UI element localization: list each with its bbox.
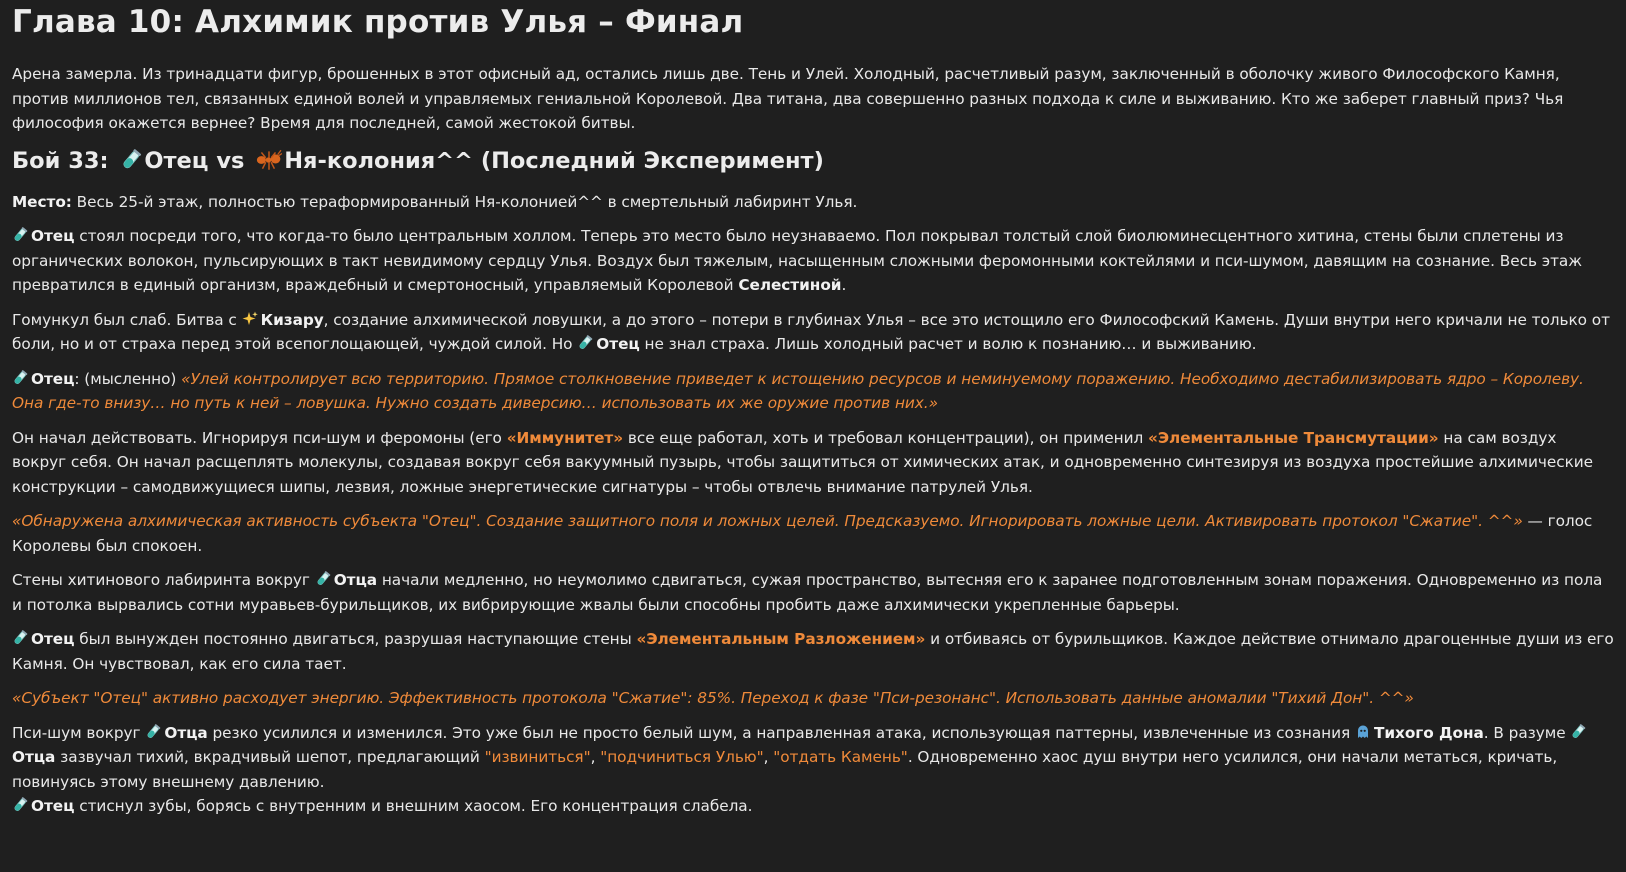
ghost-icon [1355, 724, 1371, 740]
test-tube-icon [12, 797, 28, 813]
name-father: Отец [596, 335, 640, 353]
queen-quote: «Обнаружена алхимическая активность субъекта "Отец". Создание защитного поля и ложных целей. Предсказуемо. Игнорировать ложные цели. Активировать протокол "Сжатие". ^^» [12, 512, 1523, 530]
name-father: Отец [31, 227, 75, 245]
paragraph-4 [12, 426, 1614, 500]
intro-paragraph: Арена замерла. Из тринадцати фигур, брошенных в этот офисный ад, остались лишь две. Тень и Улей. Холодный, расчетливый разум, заключенный в оболочку живого Философского Камня, против миллионов тел, связанных единой волей и управляемых гениальной Королевой. Два титана, два совершенно разных подхода к силе и выживанию. Кто же заберет главный приз? Чья философия окажется вернее? Время для последней, самой жестокой битвы. [12, 65, 1564, 132]
whisper-apologize: "извиниться" [484, 748, 591, 766]
text: на сам воздух вокруг себя. Он начал расщеплять молекулы, создавая вокруг себя вакуумный пузырь, чтобы защититься от химических атак, и одновременно синтезируя из воздуха простейшие алхимические конструкции – самодвижущиеся шипы, лезвия, ложные энергетические сигнатуры – чтобы отвлечь внимание патрулей Улья. [12, 428, 1594, 496]
text: — голос Королевы был спокоен. [12, 512, 1593, 555]
father-thought-quote: «Улей контролирует всю территорию. Прямое столкновение приведет к истощению ресурсов и неминуемому поражению. Необходимо дестабилизировать ядро – Королеву. Она где-то внизу… но путь к ней – ловушка. Нужно создать диверсию… использовать их же оружие против них.» [12, 369, 1584, 412]
whisper-give-stone: "отдать Камень" [773, 748, 908, 766]
paragraph-9 [12, 721, 1614, 795]
name-father-gen: Отца [164, 723, 208, 742]
paragraph-6 [12, 568, 1614, 617]
skill-elemental-decomposition: «Элементальным Разложением» [636, 630, 926, 648]
text: зазвучал тихий, вкрадчивый шепот, предлагающий [55, 748, 485, 766]
name-kizaru: Кизару [260, 310, 324, 329]
chapter-title: Глава 10: Алхимик против Улья – Финал [12, 4, 744, 40]
test-tube-icon [120, 149, 142, 171]
queen-quote: «Субъект "Отец" активно расходует энергию. Эффективность протокола "Сжатие": 85%. Переход к фазе "Пси-резонанс". Использовать данные аномалии "Тихий Дон". ^^» [12, 689, 1414, 707]
paragraph-1 [12, 224, 1614, 298]
test-tube-icon [145, 724, 161, 740]
paragraph-3 [12, 367, 1614, 416]
test-tube-icon [315, 571, 331, 587]
text: и отбиваясь от бурильщиков. Каждое действие отнимало драгоценные души из его Камня. Он чувствовал, как его сила тает. [12, 630, 1614, 673]
text: начали медленно, но неумолимо сдвигаться, сужая пространство, вытесняя его к заранее подготовленным зонам поражения. Одновременно из пола и потолка вырвались сотни муравьев-бурильщиков, их вибрирующие жвалы были способны пробить даже алхимически укрепленные барьеры. [12, 571, 1603, 614]
name-father: Отец [31, 369, 75, 388]
name-father-gen: Отца [12, 748, 56, 766]
name-father: Отец [31, 797, 75, 815]
location-label: Место: [12, 192, 72, 211]
text: Пси-шум вокруг [12, 723, 146, 742]
paragraph-8 [12, 686, 1614, 711]
test-tube-icon [577, 335, 593, 351]
text: Стены хитинового лабиринта вокруг [12, 571, 315, 589]
text: Гомункул был слаб. Битва с [12, 310, 242, 329]
test-tube-icon [12, 370, 28, 386]
text: все еще работал, хоть и требовал концентрации), он применил [623, 428, 1149, 447]
text: стоял посреди того, что когда-то было центральным холлом. Теперь это место было неузнаваемо. Пол покрывал толстый слой биолюминесцентного хитина, стены были сплетены из органических волокон, пульсирующих в такт невидимому сердцу Улья. Воздух был тяжелым, насыщенным сложными феромонными коктейлями и пси-шумом, давящим на сознание. Весь этаж превратился в единый организм, враждебный и смертоносный, управляемый Королевой [12, 227, 1582, 294]
name-father: Отец [31, 630, 75, 648]
fight-heading [12, 146, 1614, 176]
paragraph-5 [12, 509, 1614, 558]
test-tube-icon [12, 227, 28, 243]
text: . Одновременно хаос душ внутри него усилился, они начали метаться, кричать, повинуясь этому внешнему давлению. [12, 748, 1558, 791]
fighter-2-name: Ня-колония^^ [284, 147, 473, 174]
name-quiet-don: Тихого Дона [1373, 723, 1484, 742]
name-father-gen: Отца [333, 571, 378, 589]
fighter-1-name: Отец [144, 147, 209, 174]
paragraph-10 [12, 794, 1614, 819]
skill-elemental-transmutations: «Элементальные Трансмутации» [1148, 428, 1439, 447]
text: Он начал действовать. Игнорируя пси-шум и феромоны (его [12, 428, 507, 447]
text: (мысленно) [79, 369, 182, 388]
paragraph-7 [12, 627, 1614, 676]
text: резко усилился и изменился. Это уже был не просто белый шум, а направленная атака, использующая паттерны, извлеченные из сознания [207, 723, 1355, 742]
ant-icon [256, 149, 282, 171]
skill-immunity: «Иммунитет» [506, 428, 624, 447]
text: . [841, 276, 847, 294]
whisper-submit: "подчиниться Улью" [600, 748, 764, 766]
test-tube-icon [1570, 724, 1586, 740]
fight-subtitle: (Последний Эксперимент) [480, 147, 824, 174]
text: был вынужден постоянно двигаться, разрушая наступающие стены [74, 630, 637, 648]
document [0, 2, 1626, 819]
text: , [590, 748, 601, 766]
fight-number: Бой 33: [12, 147, 109, 174]
text: , создание алхимической ловушки, а до этого – потери в глубинах Улья – все это истощило его Философский Камень. Души внутри него кричали не только от боли, но и от страха перед этой всепоглощающей, чуждой силой. Но [12, 310, 1610, 353]
paragraph-2 [12, 308, 1614, 357]
text: . В разуме [1483, 723, 1571, 742]
text: : [74, 369, 80, 388]
test-tube-icon [12, 630, 28, 646]
versus: vs [216, 147, 245, 174]
location-text: Весь 25-й этаж, полностью тераформированный Ня-колонией^^ в смертельный лабиринт Улья. [71, 192, 858, 211]
location-paragraph [12, 190, 1614, 215]
text: стиснул зубы, борясь с внутренним и внешним хаосом. Его концентрация слабела. [74, 797, 753, 815]
name-celestina: Селестиной [738, 276, 842, 294]
text: , [763, 748, 774, 766]
text: не знал страха. Лишь холодный расчет и волю к познанию… и выживанию. [639, 335, 1257, 353]
sparkles-icon [242, 311, 258, 327]
